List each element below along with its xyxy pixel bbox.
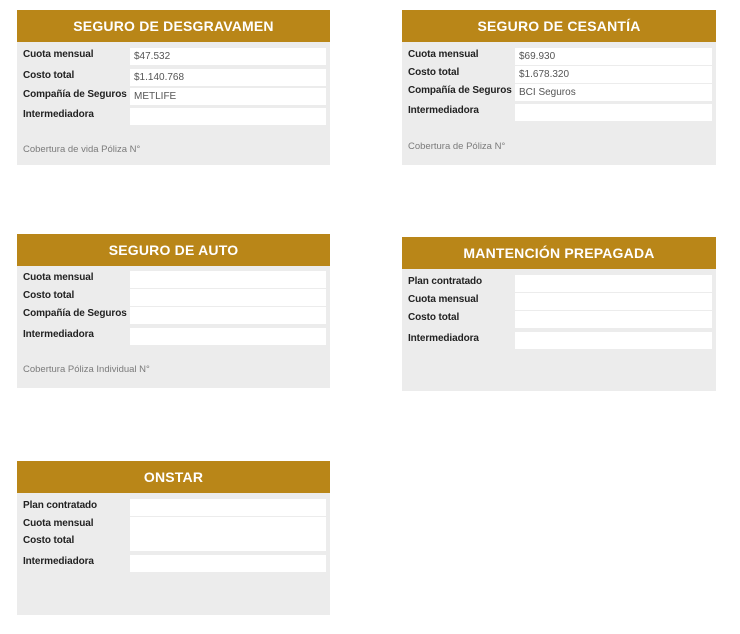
costo-total-field[interactable]: [515, 311, 712, 328]
intermediadora-field[interactable]: [515, 332, 712, 349]
compania-seguros-field[interactable]: BCI Seguros: [515, 84, 712, 101]
row-intermediadora: [17, 555, 330, 572]
intermediadora-field[interactable]: [515, 104, 712, 121]
intermediadora-label: Intermediadora: [23, 109, 94, 120]
row-intermediadora: [17, 328, 330, 345]
card-title: MANTENCIÓN PREPAGADA: [402, 237, 716, 269]
row-intermediadora: [17, 108, 330, 125]
cuota-mensual-field[interactable]: [130, 517, 326, 534]
row-cuota-mensual: [402, 293, 716, 310]
card-mantencion-prepagada: [402, 237, 716, 391]
row-costo-total: [402, 311, 716, 328]
cuota-mensual-label: Cuota mensual: [23, 272, 94, 283]
plan-contratado-label: Plan contratado: [408, 276, 483, 287]
costo-total-field[interactable]: $1.678.320: [515, 66, 712, 83]
intermediadora-label: Intermediadora: [23, 329, 94, 340]
cuota-mensual-field[interactable]: [515, 293, 712, 310]
intermediadora-field[interactable]: [130, 555, 326, 572]
cuota-mensual-label: Cuota mensual: [408, 294, 479, 305]
cuota-mensual-label: Cuota mensual: [408, 49, 479, 60]
row-plan-contratado: [402, 275, 716, 292]
card-title: SEGURO DE AUTO: [17, 234, 330, 266]
costo-total-label: Costo total: [23, 70, 75, 81]
card-seguro-desgravamen: [17, 10, 330, 165]
cuota-mensual-field[interactable]: $47.532: [130, 48, 326, 65]
compania-seguros-field[interactable]: METLIFE: [130, 88, 326, 105]
card-title: ONSTAR: [17, 461, 330, 493]
row-cuota-mensual: [17, 48, 330, 65]
row-intermediadora: [402, 332, 716, 349]
intermediadora-label: Intermediadora: [408, 333, 479, 344]
plan-contratado-label: Plan contratado: [23, 500, 98, 511]
row-costo-total: [402, 66, 716, 83]
costo-total-label: Costo total: [23, 290, 75, 301]
costo-total-label: Costo total: [23, 535, 75, 546]
cobertura-note: Cobertura Póliza Individual N°: [23, 364, 150, 375]
row-compania-seguros: [402, 84, 716, 101]
cuota-mensual-field[interactable]: $69.930: [515, 48, 712, 65]
card-title: SEGURO DE DESGRAVAMEN: [17, 10, 330, 42]
row-plan-contratado: [17, 499, 330, 516]
card-seguro-cesantia: [402, 10, 716, 165]
cuota-mensual-label: Cuota mensual: [23, 49, 94, 60]
costo-total-field[interactable]: [130, 289, 326, 306]
row-intermediadora: [402, 104, 716, 121]
intermediadora-field[interactable]: [130, 328, 326, 345]
row-cuota-mensual: [402, 48, 716, 65]
row-costo-total: [17, 534, 330, 551]
row-costo-total: [17, 69, 330, 86]
cuota-mensual-label: Cuota mensual: [23, 518, 94, 529]
costo-total-field[interactable]: [130, 534, 326, 551]
cuota-mensual-field[interactable]: [130, 271, 326, 288]
compania-seguros-label: Compañía de Seguros: [23, 308, 127, 319]
intermediadora-label: Intermediadora: [408, 105, 479, 116]
costo-total-label: Costo total: [408, 67, 460, 78]
cobertura-note: Cobertura de vida Póliza N°: [23, 144, 141, 155]
row-compania-seguros: [17, 88, 330, 105]
card-title: SEGURO DE CESANTÍA: [402, 10, 716, 42]
intermediadora-field[interactable]: [130, 108, 326, 125]
compania-seguros-field[interactable]: [130, 307, 326, 324]
card-onstar: [17, 461, 330, 615]
compania-seguros-label: Compañía de Seguros: [23, 89, 127, 100]
row-costo-total: [17, 289, 330, 306]
plan-contratado-field[interactable]: [130, 499, 326, 516]
card-seguro-auto: [17, 234, 330, 388]
compania-seguros-label: Compañía de Seguros: [408, 85, 512, 96]
cobertura-note: Cobertura de Póliza N°: [408, 141, 506, 152]
costo-total-field[interactable]: $1.140.768: [130, 69, 326, 86]
plan-contratado-field[interactable]: [515, 275, 712, 292]
row-compania-seguros: [17, 307, 330, 324]
row-cuota-mensual: [17, 517, 330, 534]
intermediadora-label: Intermediadora: [23, 556, 94, 567]
costo-total-label: Costo total: [408, 312, 460, 323]
row-cuota-mensual: [17, 271, 330, 288]
